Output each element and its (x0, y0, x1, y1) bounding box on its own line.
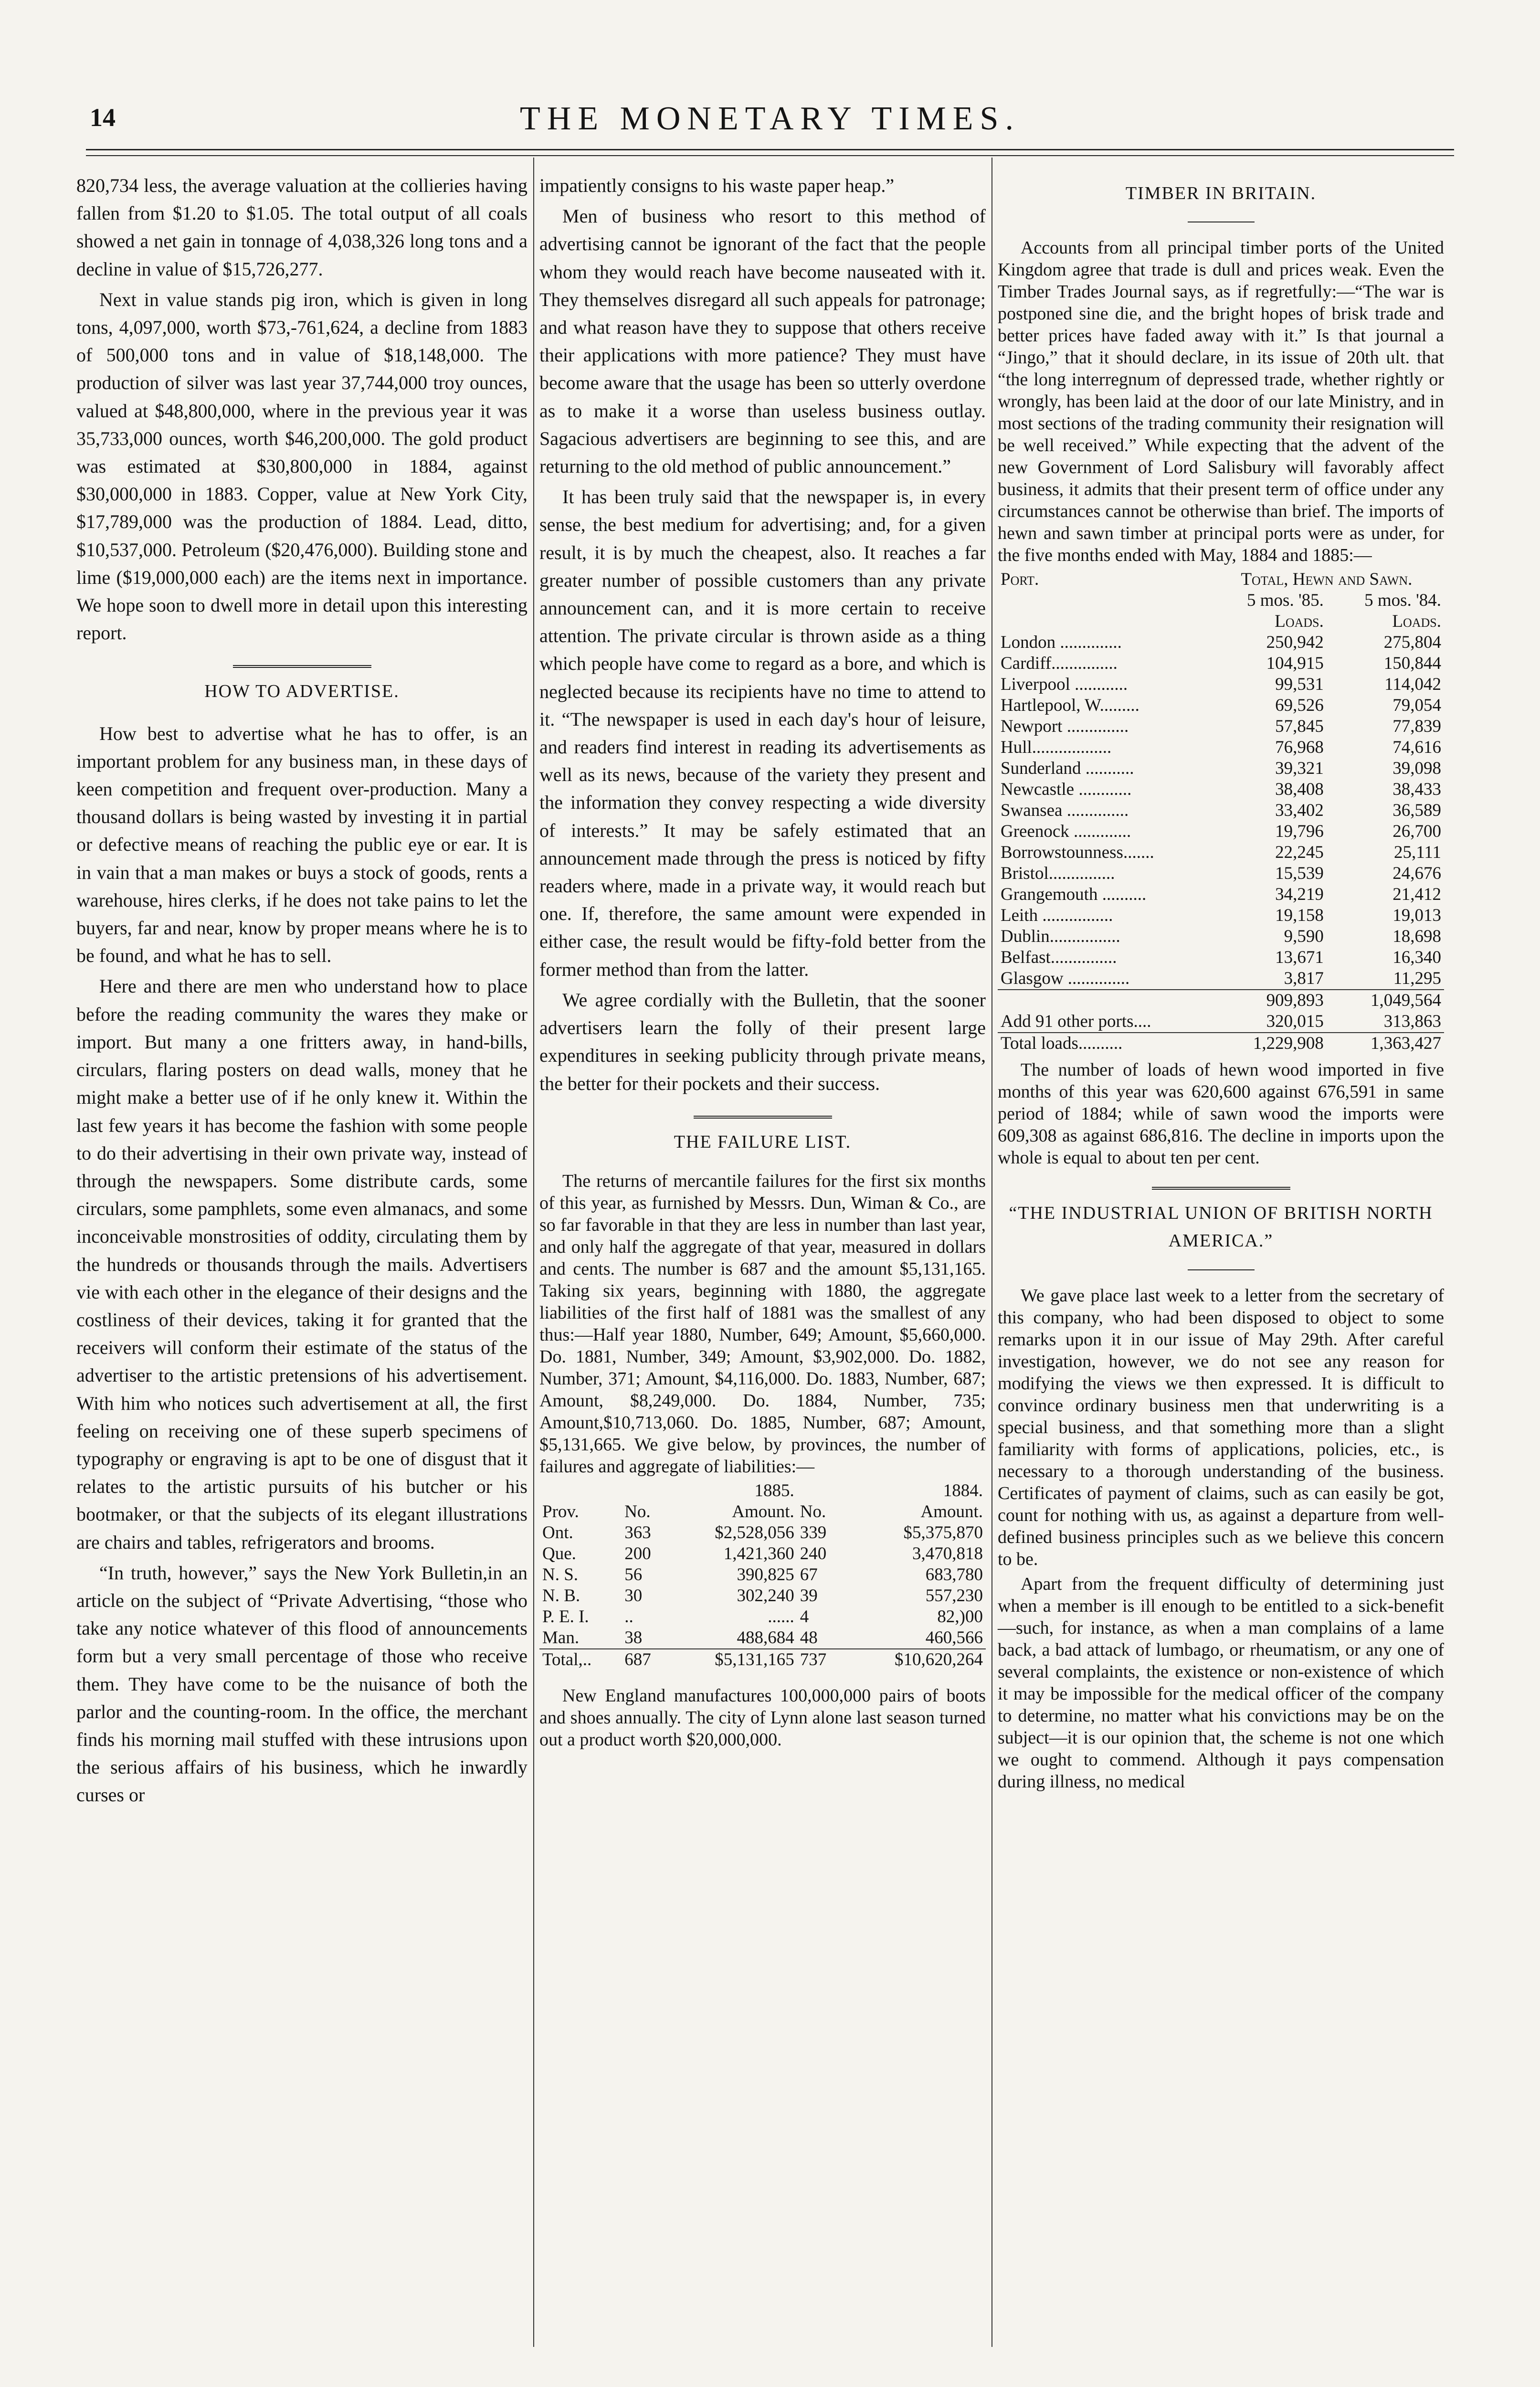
table-cell: 488,684 (737, 1627, 794, 1648)
table-row (539, 1627, 986, 1649)
table-cell: 3,470,818 (912, 1543, 983, 1563)
table-cell: 1,421,360 (723, 1543, 794, 1563)
table-cell: Bristol............... (1001, 864, 1115, 884)
table-row (998, 800, 1444, 821)
table-row (998, 716, 1444, 737)
table-cell: Dublin................ (1001, 927, 1120, 947)
table-cell: London .............. (1001, 633, 1122, 653)
table-cell: Belfast............... (1001, 948, 1117, 968)
table-row (998, 695, 1444, 716)
table-row (998, 632, 1444, 653)
table-row (998, 1011, 1444, 1033)
table-cell: .. (624, 1606, 633, 1627)
table-row (998, 884, 1444, 905)
article-paragraph: 820,734 less, the average valuation at the collieries having fallen from $1.20 to $1.05. The total output of all coals showed a net gain in tonnage of 4,038,326 long tons and a decline in value of $15,726,277. (76, 175, 527, 280)
table-cell: 275,804 (1383, 633, 1441, 653)
table-cell: 56 (624, 1564, 643, 1584)
table-cell: 76,968 (1275, 738, 1324, 758)
table-cell: 39 (800, 1585, 818, 1605)
table-row (998, 758, 1444, 779)
table-row (998, 968, 1444, 990)
table-cell: 460,566 (925, 1627, 983, 1648)
article-paragraph: Here and there are men who understand how to place before the reading community the wares they make or import. But many a one fritters away, in hand-bills, circulars, flaring posters on dead walls, money that he might make a better use of if he only knew it. Within the last few years it has become the fashion with some people to do their advertising in their own private way, instead of through the newspapers. Some distribute cards, some circulars, some pamphlets, some even almanacs, and some inconceivable monstrosities of oddity, circulating them by the hundreds or thousands through the mails. Advertisers vie with each other in the elegance of their designs and the costliness of their devices, taking it for granted that the receivers will conform their estimate of the status of the advertiser to the artistic pretensions of his advertisement. With him who notices such advertisement at all, the first feeling on receiving one of these superb specimens of typography or engraving is apt to be one of disgust that it relates to the artistic pursuits of his butcher or his bootmaker, or that the subjects of its elegant illustrations are chairs and tables, refrigerators and brooms. (76, 975, 527, 1553)
table-cell: Hull.................. (1001, 738, 1112, 758)
table-cell: 4 (800, 1606, 809, 1627)
table-cell: Hartlepool, W......... (1001, 696, 1139, 716)
table-cell: 74,616 (1392, 738, 1441, 758)
article-paragraph: Next in value stands pig iron, which is given in long tons, 4,097,000, worth $73,-761,624, a decline from 1883 of 500,000 tons and in value of $18,148,000. The production of silver was last year 37,744,000 troy ounces, valued at $48,800,000, where in the previous year it was 35,733,000 ounces, worth $46,200,000. The gold product was estimated at $30,800,000 in 1884, against $30,000,000 in 1883. Copper, value at New York City, $17,789,000 was the production of 1884. Lead, ditto, $10,537,000. Petroleum ($20,476,000). Building stone and lime ($19,000,000 each) are the items next in importance. We hope soon to dwell more in detail upon this interesting report. (76, 288, 527, 644)
table-cell: ...... (768, 1606, 794, 1627)
masthead (72, 100, 1468, 146)
article-paragraph: We agree cordially with the Bulletin, that the sooner advertisers learn the folly of their present large expenditures in seeking publicity through private means, the better for their pockets and their success. (539, 989, 986, 1094)
article-paragraph: Accounts from all principal timber ports of the United Kingdom agree that trade is dull and prices weak. Even the Timber Trades Journal says, as if regretfully:—“The war is postponed sine die, and the bright hopes of brisk trade and better prices have faded away with it.” Is that journal a “Jingo,” that it should declare, in its issue of 20th ult. that “the long interregnum of depressed trade, whether rightly or wrongly, has been laid at the door of our late Ministry, and in most sections of the trading community their resignation will be well received.” While expecting that the advent of the new Government of Lord Salisbury will favorably affect business, it admits that their present term of office under any circumstances cannot be otherwise than brief. The imports of hewn and sawn timber at principal ports were as under, for the five months ended with May, 1884 and 1885:— (998, 238, 1444, 566)
table-cell: $10,620,264 (845, 1649, 986, 1670)
table-year: 1885. (754, 1480, 794, 1500)
table-cell: 557,230 (925, 1585, 983, 1605)
masthead-rule-lower (86, 155, 1454, 156)
table-header: No. (800, 1501, 826, 1521)
table-cell: $2,528,056 (715, 1522, 794, 1542)
table-cell: 36,589 (1392, 801, 1441, 821)
table-cell: 19,013 (1392, 906, 1441, 926)
table-cell: 82,)00 (937, 1606, 983, 1627)
failure-table (539, 1480, 986, 1670)
table-cell: 79,054 (1392, 696, 1441, 716)
article-paragraph: Apart from the frequent difficulty of determining just when a member is ill enough to be entitled to a sick-benefit—such, for instance, as when a man complains of a lame back, a bad attack of lumbago, or rheumatism, or any one of several complaints, the existence or non-existence of which it may be impossible for the medical officer of the company to determine, no matter what his convictions may be on the subject—it is our opinion that, the scheme is not one which we ought to commend. Although it pays compensation during illness, no medical (998, 1574, 1444, 1792)
table-year-row (539, 1480, 986, 1501)
table-header: No. (624, 1501, 651, 1521)
table-cell: 67 (800, 1564, 818, 1584)
article-heading: THE FAILURE LIST. (674, 1131, 852, 1152)
table-header: 5 mos. '85. (1247, 591, 1324, 611)
table-cell: Greenock ............. (1001, 822, 1131, 842)
table-total-row (998, 1033, 1444, 1054)
table-total-row (539, 1649, 986, 1670)
table-cell: 19,796 (1275, 822, 1324, 842)
table-cell: $5,131,165 (670, 1649, 797, 1670)
table-cell: N. S. (542, 1564, 579, 1584)
table-cell: 39,098 (1392, 759, 1441, 779)
table-cell: Glasgow .............. (1001, 969, 1130, 989)
table-row (998, 842, 1444, 863)
table-cell: 48 (800, 1627, 818, 1648)
article-heading: “THE INDUSTRIAL UNION OF BRITISH NORTH AMERICA.” (1009, 1203, 1433, 1251)
table-row (998, 947, 1444, 968)
table-cell: Add 91 other ports.... (1001, 1012, 1151, 1032)
masthead-rule (86, 149, 1454, 150)
table-cell: 39,321 (1275, 759, 1324, 779)
table-cell: 250,942 (1266, 633, 1324, 653)
table-cell: 240 (800, 1543, 827, 1563)
table-row (539, 1606, 986, 1627)
table-cell: Grangemouth .......... (1001, 885, 1147, 905)
table-header: Amount. (920, 1501, 983, 1521)
table-cell: 57,845 (1275, 717, 1324, 737)
table-row (539, 1543, 986, 1564)
table-cell: 38 (624, 1627, 643, 1648)
table-cell: Ont. (542, 1522, 573, 1542)
article-heading: HOW TO ADVERTISE. (204, 681, 400, 702)
table-cell: 390,825 (737, 1564, 794, 1584)
table-cell: 30 (624, 1585, 643, 1605)
table-cell: 1,049,564 (1327, 990, 1444, 1011)
table-header: Port. (1001, 570, 1039, 590)
table-cell: Leith ................ (1001, 906, 1113, 926)
article-heading: TIMBER IN BRITAIN. (1125, 183, 1317, 203)
table-cell: 38,408 (1275, 780, 1324, 800)
table-cell: Newcastle ............ (1001, 780, 1132, 800)
table-cell: Liverpool ............ (1001, 675, 1128, 695)
table-header-row (539, 1501, 986, 1522)
table-row (539, 1585, 986, 1606)
table-cell: 9,590 (1284, 927, 1324, 947)
table-row (998, 779, 1444, 800)
article-paragraph: We gave place last week to a letter from the secretary of this company, who had been disposed to object to some remarks upon it in our issue of May 29th. After careful investigation, however, we do not see any reason for modifying the views we then expressed. It is difficult to convince ordinary business men that underwriting is a special business, and that something more than a slight familiarity with forms of applications, policies, etc., is necessary to a thorough understanding of the business. Certificates of payment of claims, such as can easily be got, count for nothing with us, as against a departure from well-defined business principles such as we believe this concern to be. (998, 1285, 1444, 1569)
table-cell: 150,844 (1383, 654, 1441, 674)
table-cell: 909,893 (1209, 990, 1327, 1011)
table-cell: 69,526 (1275, 696, 1324, 716)
table-header-row (998, 569, 1444, 590)
article-paragraph: Men of business who resort to this method of advertising cannot be ignorant of the fact that the people whom they would reach have become nauseated with it. They themselves disregard all such appeals for patronage; and what reason have they to suppose that others receive their applications with more patience? They must have become aware that the usage has been so utterly overdone as to make it a worse than useless business outlay. Sagacious advertisers are beginning to see this, and are returning to the old method of public announcement.” (539, 205, 986, 477)
table-row (998, 737, 1444, 758)
section-separator (1152, 1187, 1290, 1192)
article-paragraph: The returns of mercantile failures for the first six months of this year, as furnished by Messrs. Dun, Wiman & Co., are so far favorable in that they are less in number than last year, and only half the aggregate of that year, measured in dollars and cents. The number is 687 and the amount $5,131,165. Taking six years, beginning with 1880, the aggregate liabilities of the first half of 1881 was the smallest of any thus:—Half year 1880, Number, 649; Amount, $5,660,000. Do. 1881, Number, 349; Amount, $3,902,000. Do. 1882, Number, 371; Amount, $4,116,000. Do. 1883, Number, 687; Amount, $8,249,000. Do. 1884, Number, 735; Amount,$10,713,060. Do. 1885, Number, 687; Amount, $5,131,665. We give below, by provinces, the number of failures and aggregate of liabilities:— (539, 1171, 986, 1477)
table-cell: 339 (800, 1522, 827, 1542)
table-row (998, 653, 1444, 674)
table-cell: 22,245 (1275, 843, 1324, 863)
table-cell: Swansea .............. (1001, 801, 1129, 821)
table-cell: 34,219 (1275, 885, 1324, 905)
table-header: Prov. (542, 1501, 579, 1521)
table-cell: 38,433 (1392, 780, 1441, 800)
table-cell: 737 (797, 1649, 845, 1670)
table-subtotal-row (998, 990, 1444, 1011)
table-cell: 1,363,427 (1327, 1033, 1444, 1054)
table-header: Loads. (1392, 612, 1441, 632)
table-cell: 302,240 (737, 1585, 794, 1605)
column-2 (539, 172, 986, 1753)
table-cell: 15,539 (1275, 864, 1324, 884)
table-row (998, 863, 1444, 884)
article-paragraph: “In truth, however,” says the New York Bulletin,in an article on the subject of “Private Advertising, “those who take any notice whatever of this flood of announcements form but a very small percentage of those who receive them. They have come to be the nuisance of both the parlor and the counting-room. In the office, the merchant finds his morning mail stuffed with these intrusions upon the serious affairs of his business, which he inwardly curses or (76, 1562, 527, 1806)
section-separator (694, 1116, 832, 1120)
heading-rule (1188, 1269, 1255, 1270)
table-cell: 13,671 (1275, 948, 1324, 968)
table-cell: 19,158 (1275, 906, 1324, 926)
table-cell: $5,375,870 (903, 1522, 983, 1542)
table-row (539, 1522, 986, 1543)
table-cell: 363 (624, 1522, 651, 1542)
table-cell: 99,531 (1275, 675, 1324, 695)
table-header: Amount. (732, 1501, 794, 1521)
table-cell: 683,780 (925, 1564, 983, 1584)
table-row (539, 1564, 986, 1585)
article-paragraph: How best to advertise what he has to offer, is an important problem for any business man, in these days of keen competition and frequent over-production. Many a thousand dollars is being wasted by investing it in partial or defective means of reaching the public eye or ear. It is in vain that a man makes or buys a stock of goods, rents a warehouse, hires clerks, if he does not take pains to let the buyers, far and near, know by proper means where he is to be found, and what he has to sell. (76, 722, 527, 967)
table-cell: 1,229,908 (1209, 1033, 1327, 1054)
table-year: 1884. (943, 1480, 983, 1500)
table-cell: 687 (622, 1649, 670, 1670)
table-header-row (998, 590, 1444, 611)
table-cell: 33,402 (1275, 801, 1324, 821)
table-cell: Total loads.......... (998, 1033, 1209, 1054)
column-1 (76, 172, 527, 1812)
table-cell: 200 (624, 1543, 651, 1563)
table-row (998, 821, 1444, 842)
table-cell: 320,015 (1266, 1012, 1324, 1032)
table-row (998, 926, 1444, 947)
table-cell: 77,839 (1392, 717, 1441, 737)
page-number: 14 (90, 103, 116, 132)
table-cell: Total,.. (539, 1649, 622, 1670)
table-cell: 3,817 (1284, 969, 1324, 989)
table-cell: Borrowstounness....... (1001, 843, 1154, 863)
footnote-paragraph: New England manufactures 100,000,000 pairs of boots and shoes annually. The city of Lynn alone last season turned out a product worth $20,000,000. (539, 1685, 986, 1750)
table-cell: 26,700 (1392, 822, 1441, 842)
table-cell: 24,676 (1392, 864, 1441, 884)
table-cell: 104,915 (1266, 654, 1324, 674)
table-cell: 313,863 (1383, 1012, 1441, 1032)
table-cell: Man. (542, 1627, 580, 1648)
column-divider (533, 158, 534, 2347)
table-header-row (998, 611, 1444, 632)
table-row (998, 674, 1444, 695)
table-cell: 21,412 (1392, 885, 1441, 905)
table-cell: P. E. I. (542, 1606, 589, 1627)
table-header: Loads. (1275, 612, 1324, 632)
article-paragraph: impatiently consigns to his waste paper heap.” (539, 175, 895, 196)
table-cell: Newport .............. (1001, 717, 1129, 737)
table-row (998, 905, 1444, 926)
table-header: Total, Hewn and Sawn. (1241, 570, 1413, 590)
column-3 (998, 172, 1444, 1796)
table-cell (998, 990, 1209, 1011)
article-paragraph: It has been truly said that the newspaper is, in every sense, the best medium for advertising; and, for a given result, it is by much the cheapest, also. It reaches a far greater number of possible customers than any private announcement can, and it is more certain to receive attention. The private circular is thrown aside as a thing which people have come to regard as a bore, and which is neglected because its recipients have no time to attend to it. “The newspaper is used in each day's hour of leisure, and readers find interest in reading its advertisements as well as its news, because of the variety they present and the information they convey respecting a wide diversity of interests.” It may be safely estimated that an announcement made through the press is noticed by fifty readers where, made in a private way, it would reach but one. If, therefore, the same amount were expended in either case, the result would be fifty-fold better from the former method than from the latter. (539, 486, 986, 980)
section-separator (233, 665, 371, 670)
table-cell: 114,042 (1384, 675, 1441, 695)
table-cell: Que. (542, 1543, 576, 1563)
table-cell: 16,340 (1392, 948, 1441, 968)
table-header: 5 mos. '84. (1364, 591, 1441, 611)
timber-table (998, 569, 1444, 1054)
table-cell: Cardiff............... (1001, 654, 1118, 674)
table-cell: N. B. (542, 1585, 580, 1605)
table-cell: Sunderland ........... (1001, 759, 1134, 779)
table-cell: 18,698 (1392, 927, 1441, 947)
newspaper-title: THE MONETARY TIMES. (520, 100, 1020, 137)
article-paragraph: The number of loads of hewn wood imported in five months of this year was 620,600 against 676,591 in same period of 1884; while of sawn wood the imports were 609,308 as against 686,816. The decline in imports upon the whole is equal to about ten per cent. (998, 1060, 1444, 1168)
table-cell: 11,295 (1393, 969, 1441, 989)
table-cell: 25,111 (1393, 843, 1441, 863)
